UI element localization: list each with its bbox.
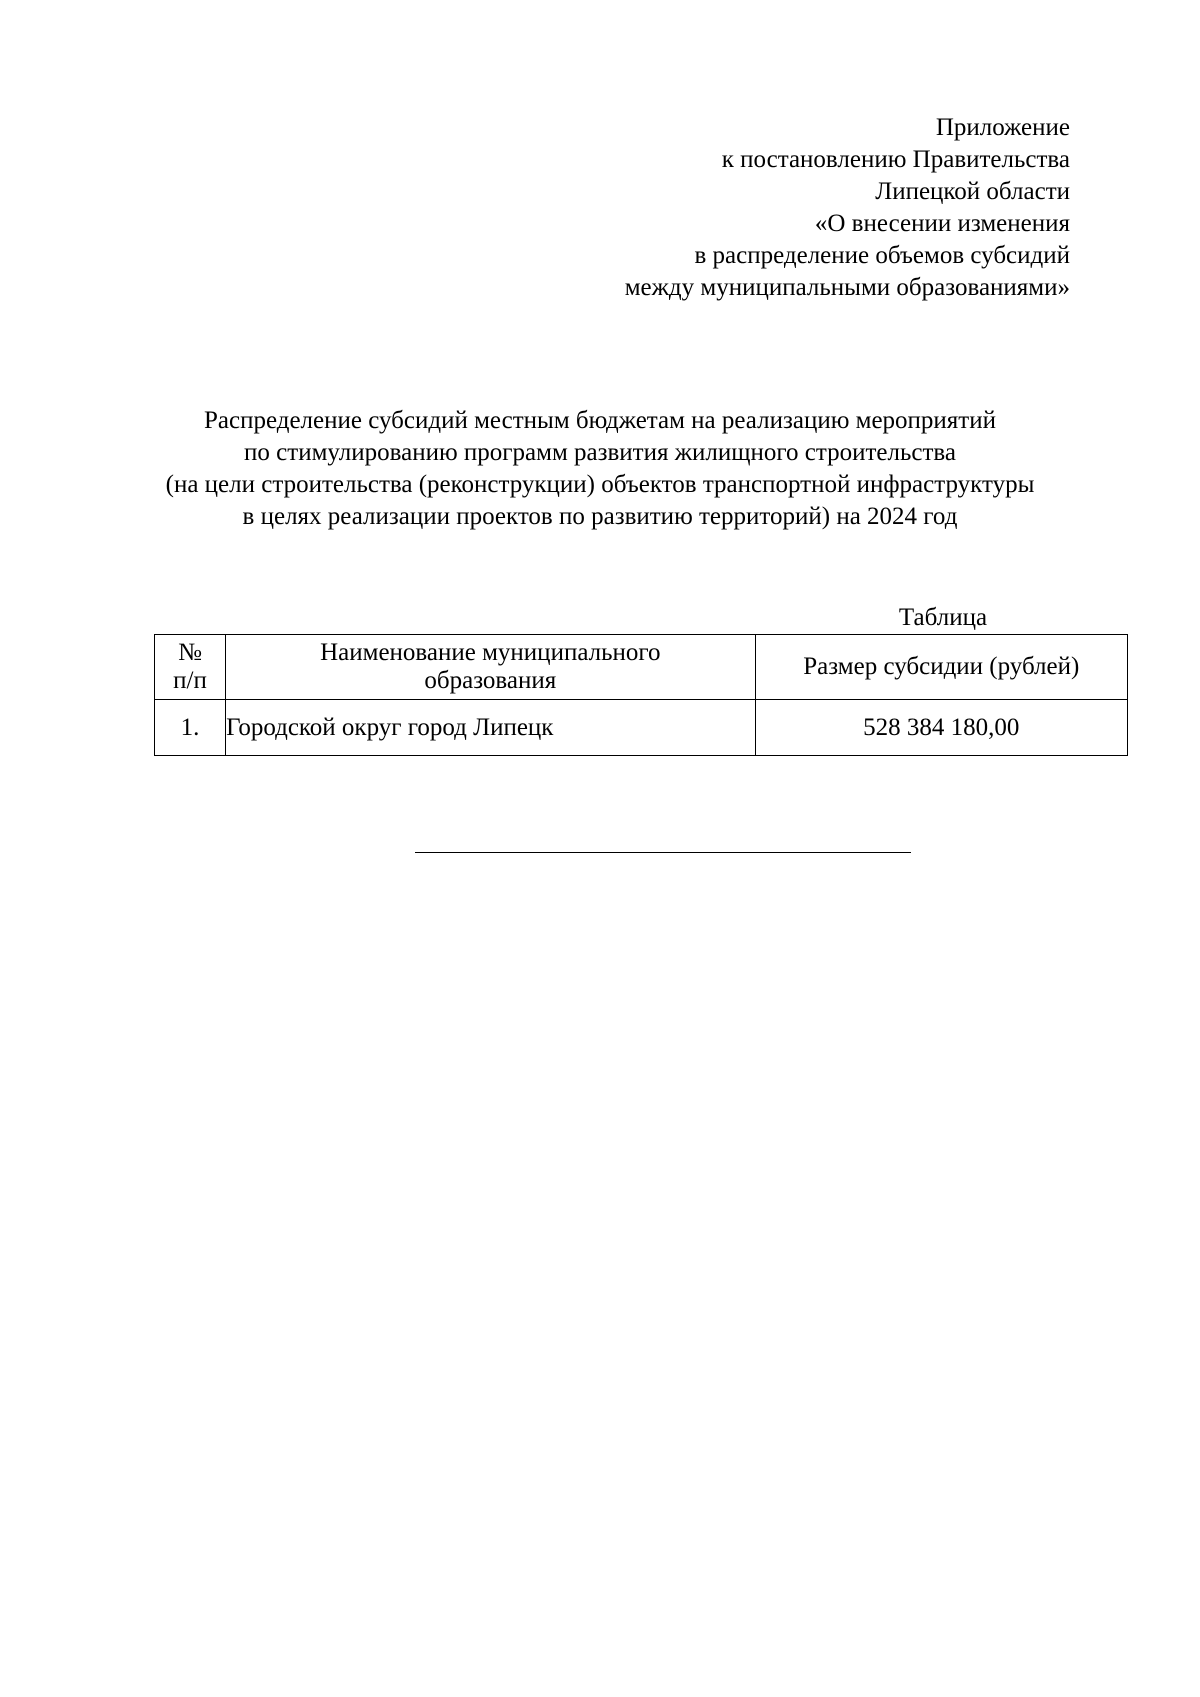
header-subsidy-amount: Размер субсидии (рублей): [755, 635, 1127, 700]
header-municipality-line1: Наименование муниципального: [320, 639, 661, 666]
appendix-line: к постановлению Правительства: [721, 146, 1070, 173]
title-line: Распределение субсидий местным бюджетам на реализацию мероприятий: [204, 407, 996, 434]
row-number: 1.: [155, 700, 226, 756]
header-number-line2: п/п: [173, 667, 207, 694]
header-municipality: [226, 635, 756, 700]
appendix-line: в распределение объемов субсидий: [694, 242, 1070, 269]
document-title: [0, 405, 1200, 533]
header-municipality-line2: образования: [424, 667, 557, 694]
appendix-block: [470, 112, 1070, 304]
title-line: по стимулированию программ развития жилищного строительства: [244, 439, 956, 466]
subsidy-table: [154, 634, 1128, 756]
row-municipality: Городской округ город Липецк: [226, 700, 756, 756]
appendix-line: «О внесении изменения: [814, 210, 1070, 237]
header-number: [155, 635, 226, 700]
header-number-line1: №: [178, 639, 202, 666]
appendix-line: Приложение: [935, 114, 1070, 141]
row-subsidy-amount: 528 384 180,00: [755, 700, 1127, 756]
end-divider: [415, 852, 911, 853]
title-line: в целях реализации проектов по развитию территорий) на 2024 год: [242, 503, 958, 530]
table-header-row: [155, 635, 1128, 700]
table-caption: Таблица: [898, 604, 988, 631]
table-row: [155, 700, 1128, 756]
appendix-line: Липецкой области: [875, 178, 1070, 205]
appendix-line: между муниципальными образованиями»: [624, 274, 1070, 301]
title-line: (на цели строительства (реконструкции) объектов транспортной инфраструктуры: [165, 471, 1035, 498]
